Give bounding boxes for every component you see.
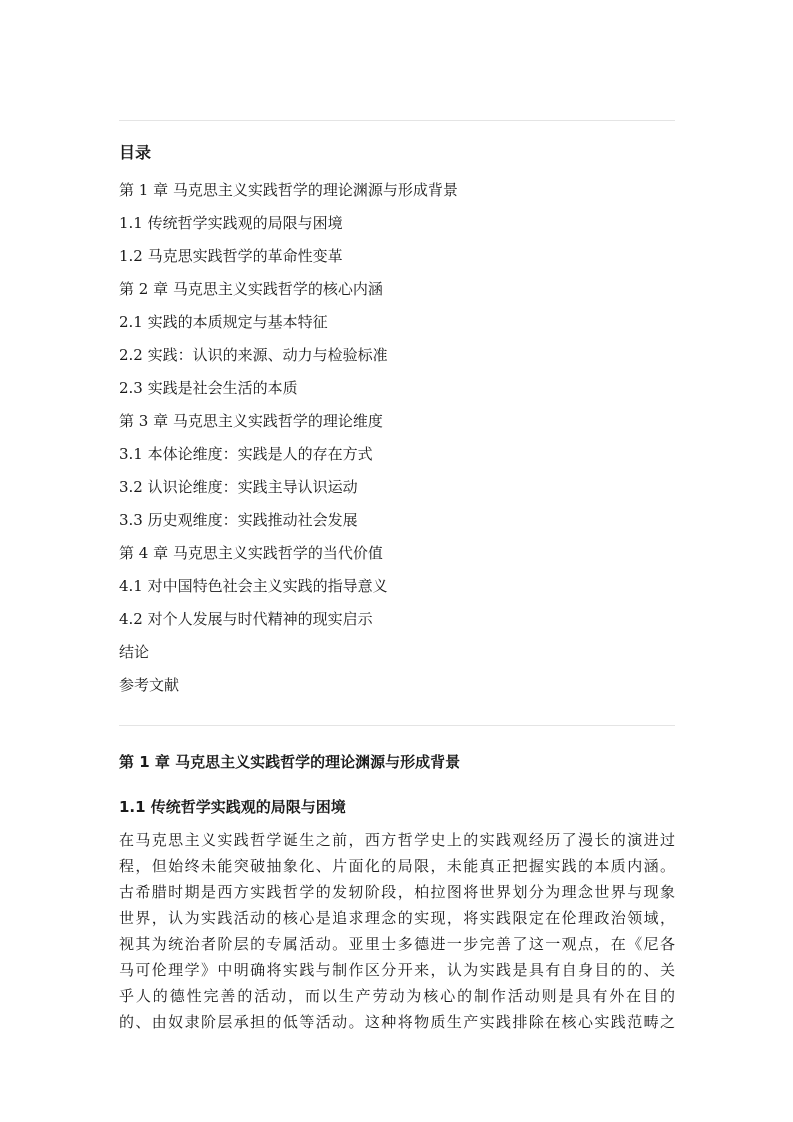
toc-item-2-2[interactable]: 2.2 实践：认识的来源、动力与检验标准	[119, 346, 388, 364]
paragraph-line: 的、由奴隶阶层承担的低等活动。这种将物质生产实践排除在核心实践范畴之	[119, 1013, 675, 1031]
toc-item-2-1[interactable]: 2.1 实践的本质规定与基本特征	[119, 313, 328, 331]
paragraph-line: 在马克思主义实践哲学诞生之前，西方哲学史上的实践观经历了漫长的演进过	[119, 831, 675, 849]
toc-item-2-3[interactable]: 2.3 实践是社会生活的本质	[119, 379, 298, 397]
paragraph-line: 马可伦理学》中明确将实践与制作区分开来，认为实践是具有自身目的的、关	[119, 961, 675, 979]
toc-bottom-divider	[119, 725, 675, 726]
paragraph-line: 古希腊时期是西方实践哲学的发轫阶段，柏拉图将世界划分为理念世界与现象	[119, 883, 675, 901]
toc-item-1-1[interactable]: 1.1 传统哲学实践观的局限与困境	[119, 214, 343, 232]
table-of-contents	[119, 174, 458, 702]
toc-item-references[interactable]: 参考文献	[119, 676, 180, 694]
toc-item-3-2[interactable]: 3.2 认识论维度：实践主导认识运动	[119, 478, 358, 496]
toc-item-chapter-4[interactable]: 第 4 章 马克思主义实践哲学的当代价值	[119, 544, 383, 562]
toc-item-chapter-2[interactable]: 第 2 章 马克思主义实践哲学的核心内涵	[119, 280, 383, 298]
top-divider	[119, 120, 675, 121]
toc-item-3-3[interactable]: 3.3 历史观维度：实践推动社会发展	[119, 511, 358, 529]
chapter-heading: 第 1 章 马克思主义实践哲学的理论渊源与形成背景	[119, 753, 461, 771]
paragraph-line: 乎人的德性完善的活动，而以生产劳动为核心的制作活动则是具有外在目的	[119, 987, 675, 1005]
toc-item-chapter-1[interactable]: 第 1 章 马克思主义实践哲学的理论渊源与形成背景	[119, 181, 458, 199]
body-paragraph	[119, 827, 675, 1035]
toc-item-chapter-3[interactable]: 第 3 章 马克思主义实践哲学的理论维度	[119, 412, 383, 430]
paragraph-line: 世界，认为实践活动的核心是追求理念的实现，将实践限定在伦理政治领域，	[119, 909, 675, 927]
toc-title: 目录	[119, 143, 152, 162]
toc-item-1-2[interactable]: 1.2 马克思实践哲学的革命性变革	[119, 247, 343, 265]
toc-item-4-2[interactable]: 4.2 对个人发展与时代精神的现实启示	[119, 610, 373, 628]
toc-item-4-1[interactable]: 4.1 对中国特色社会主义实践的指导意义	[119, 577, 388, 595]
toc-item-3-1[interactable]: 3.1 本体论维度：实践是人的存在方式	[119, 445, 373, 463]
toc-item-conclusion[interactable]: 结论	[119, 643, 150, 661]
paragraph-line: 程，但始终未能突破抽象化、片面化的局限，未能真正把握实践的本质内涵。	[119, 857, 675, 875]
paragraph-line: 视其为统治者阶层的专属活动。亚里士多德进一步完善了这一观点，在《尼各	[119, 935, 675, 953]
section-heading: 1.1 传统哲学实践观的局限与困境	[119, 798, 346, 816]
